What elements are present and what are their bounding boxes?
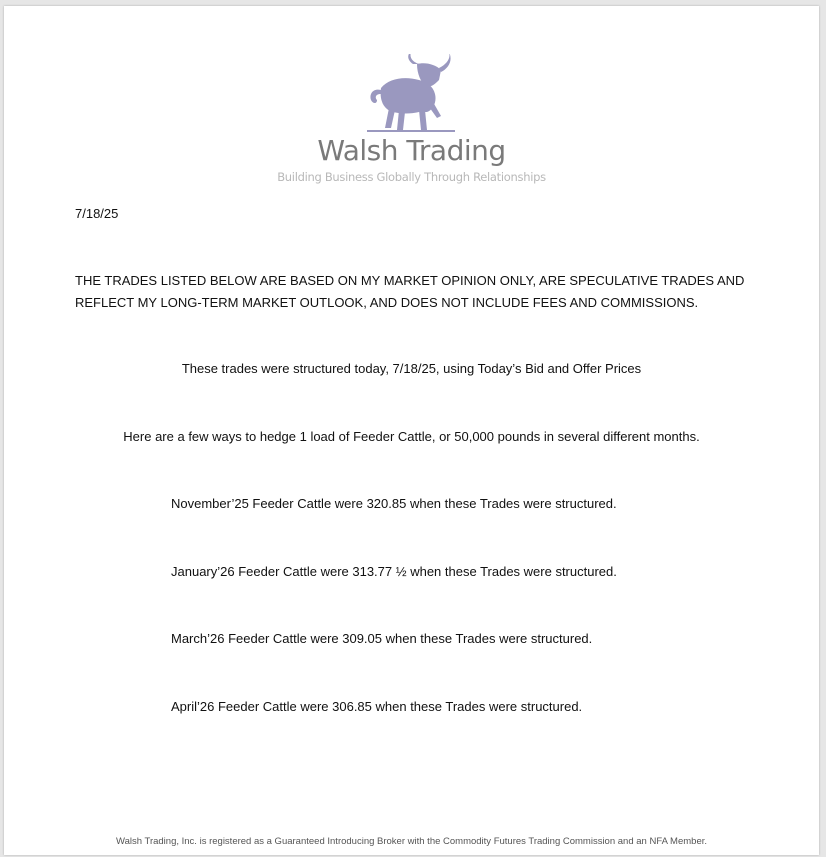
document-date: 7/18/25 (75, 206, 119, 221)
document-page (4, 6, 819, 855)
structured-note: These trades were structured today, 7/18/25, using Today’s Bid and Offer Prices (181, 361, 642, 376)
brand-name: Walsh Trading (317, 134, 506, 167)
price-line-april: April’26 Feeder Cattle were 306.85 when these Trades were structured. (171, 699, 583, 714)
price-line-november: November’25 Feeder Cattle were 320.85 when these Trades were structured. (171, 496, 617, 511)
bull-icon (361, 54, 461, 134)
brand-tagline: Building Business Globally Through Relationships (277, 170, 546, 184)
price-line-january: January’26 Feeder Cattle were 313.77 ½ when these Trades were structured. (171, 564, 617, 579)
hedge-note: Here are a few ways to hedge 1 load of Feeder Cattle, or 50,000 pounds in several different months. (123, 429, 700, 444)
disclaimer-text: THE TRADES LISTED BELOW ARE BASED ON MY MARKET OPINION ONLY, ARE SPECULATIVE TRADES AND REFLECT MY LONG-TERM MARKET OUTLOOK, AND DOES NOT INCLUDE FEES AND COMMISSIONS. (75, 273, 745, 310)
footer-disclosure: Walsh Trading, Inc. is registered as a Guaranteed Introducing Broker with the Commodity Futures Trading Commission and an NFA Member. (115, 836, 708, 847)
price-line-march: March’26 Feeder Cattle were 309.05 when these Trades were structured. (171, 631, 593, 646)
company-logo (4, 54, 819, 194)
